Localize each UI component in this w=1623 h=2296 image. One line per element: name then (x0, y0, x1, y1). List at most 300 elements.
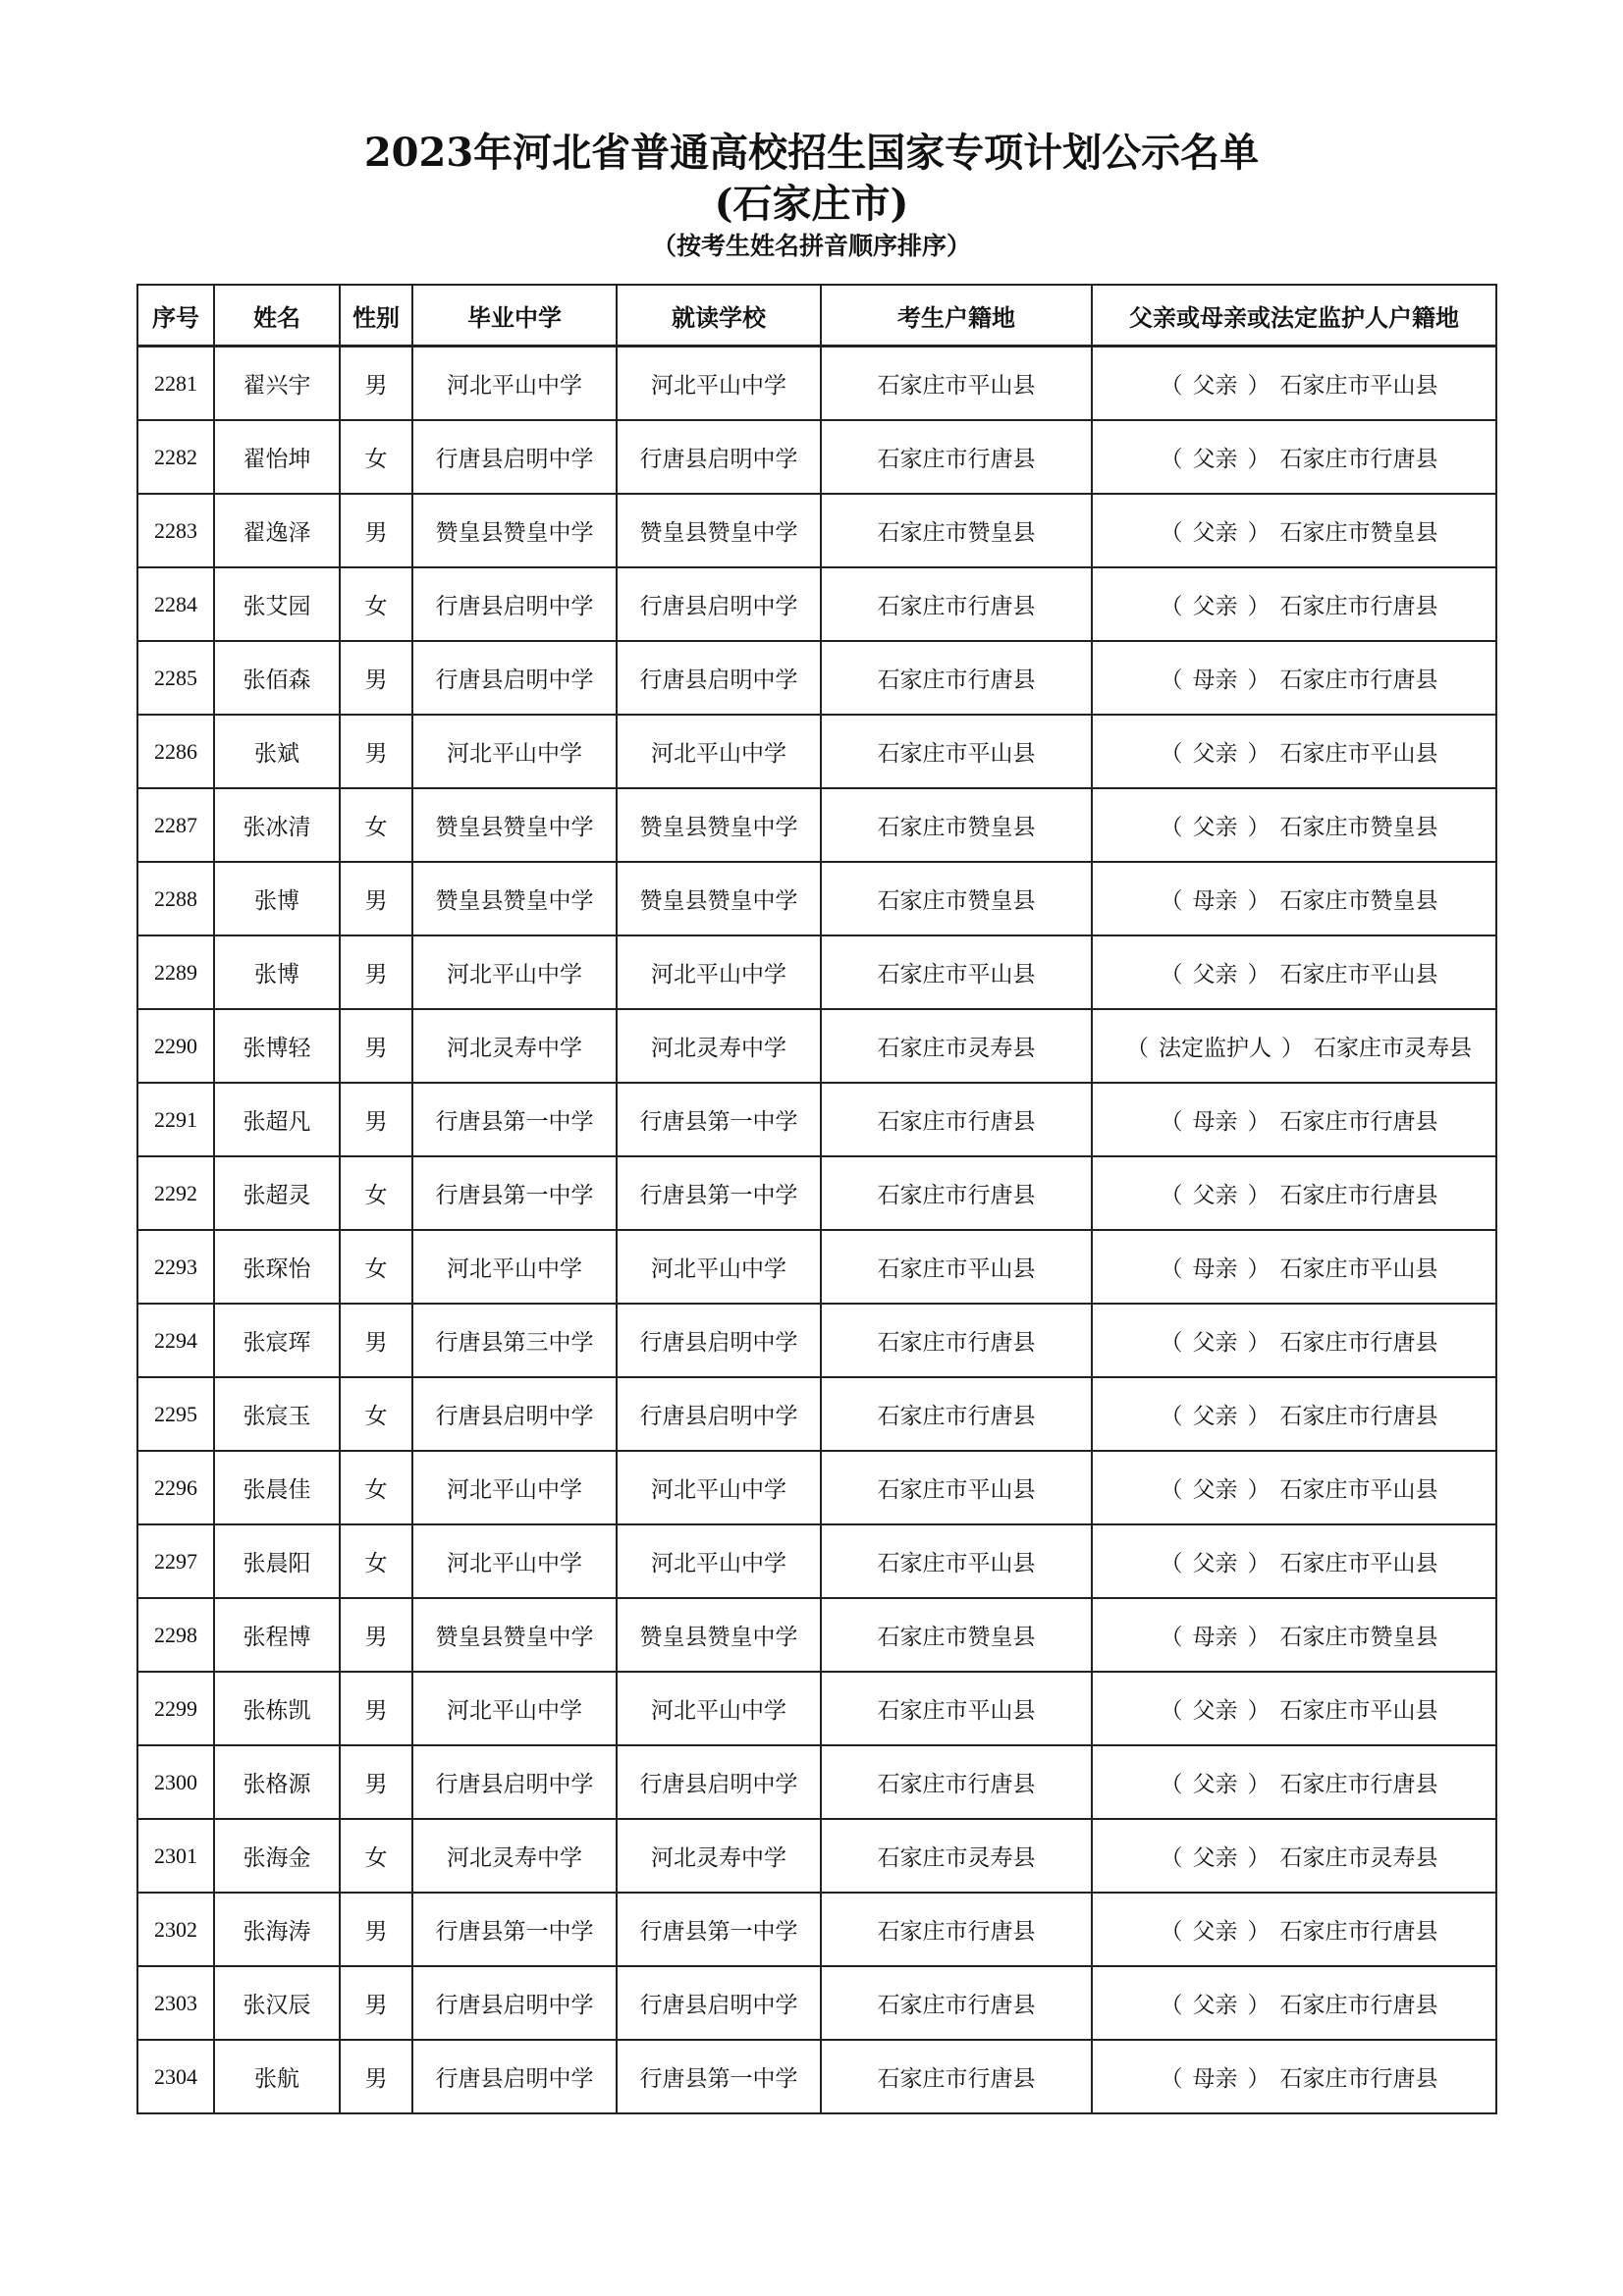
row-household: 石家庄市行唐县 (821, 1893, 1092, 1966)
row-name: 翟怡坤 (214, 420, 340, 494)
guardian-relation: 母亲 (1192, 888, 1238, 914)
row-sex: 男 (340, 1009, 412, 1083)
guardian-relation: 父亲 (1192, 1772, 1238, 1797)
row-grad-school: 行唐县启明中学 (412, 1377, 617, 1451)
row-name: 张格源 (214, 1745, 340, 1819)
table-row (137, 420, 1496, 494)
guardian-relation: 父亲 (1192, 1698, 1238, 1724)
row-seq: 2300 (137, 1745, 214, 1819)
guardian-relation: 母亲 (1192, 1109, 1238, 1135)
paren-close: ） (1247, 741, 1271, 767)
row-household: 石家庄市行唐县 (821, 2040, 1092, 2113)
row-grad-school: 赞皇县赞皇中学 (412, 862, 617, 935)
row-sex: 女 (340, 788, 412, 862)
guardian-relation: 母亲 (1192, 2066, 1238, 2092)
row-seq: 2287 (137, 788, 214, 862)
row-current-school: 赞皇县赞皇中学 (617, 788, 821, 862)
paren-close: ） (1247, 1477, 1271, 1503)
guardian-place: 石家庄市灵寿县 (1279, 1845, 1438, 1871)
row-grad-school: 赞皇县赞皇中学 (412, 494, 617, 567)
row-household: 石家庄市灵寿县 (821, 1819, 1092, 1893)
paren-close: ） (1247, 962, 1271, 988)
table-row (137, 641, 1496, 715)
row-current-school: 河北平山中学 (617, 1524, 821, 1598)
row-seq: 2286 (137, 715, 214, 788)
row-household: 石家庄市平山县 (821, 1524, 1092, 1598)
paren-open: （ (1160, 888, 1183, 914)
row-household: 石家庄市行唐县 (821, 1966, 1092, 2040)
paren-open: （ (1160, 1183, 1183, 1208)
row-sex: 男 (340, 641, 412, 715)
row-name: 张博轻 (214, 1009, 340, 1083)
row-household: 石家庄市赞皇县 (821, 862, 1092, 935)
sort-note: （按考生姓名拼音顺序排序） (651, 232, 971, 260)
paren-open: （ (1160, 1330, 1183, 1356)
row-current-school: 河北平山中学 (617, 1451, 821, 1524)
row-seq: 2281 (137, 347, 214, 421)
row-guardian-household (1092, 1966, 1496, 2040)
paren-close: ） (1247, 1919, 1271, 1945)
row-grad-school: 行唐县第一中学 (412, 1083, 617, 1156)
row-name: 张艾园 (214, 567, 340, 641)
paren-open: （ (1160, 1625, 1183, 1650)
guardian-place: 石家庄市平山县 (1279, 373, 1438, 399)
paren-open: （ (1160, 594, 1183, 619)
guardian-place: 石家庄市平山县 (1279, 1698, 1438, 1724)
guardian-place: 石家庄市行唐县 (1279, 1993, 1438, 2018)
row-household: 石家庄市平山县 (821, 935, 1092, 1009)
guardian-place: 石家庄市赞皇县 (1279, 520, 1438, 546)
table-row (137, 1451, 1496, 1524)
row-name: 张汉辰 (214, 1966, 340, 2040)
row-name: 张晨阳 (214, 1524, 340, 1598)
paren-close: ） (1247, 1698, 1271, 1724)
guardian-relation: 母亲 (1192, 1625, 1238, 1650)
table-row (137, 1377, 1496, 1451)
paren-open: （ (1160, 815, 1183, 840)
paren-open: （ (1160, 1551, 1183, 1576)
row-household: 石家庄市赞皇县 (821, 1598, 1092, 1672)
row-name: 张晨佳 (214, 1451, 340, 1524)
guardian-relation: 母亲 (1192, 667, 1238, 693)
row-sex: 男 (340, 1672, 412, 1745)
guardian-place: 石家庄市平山县 (1279, 741, 1438, 767)
page-title: 2023年河北省普通高校招生国家专项计划公示名单 (363, 130, 1260, 176)
row-sex: 男 (340, 1745, 412, 1819)
guardian-relation: 父亲 (1192, 1330, 1238, 1356)
row-name: 张冰清 (214, 788, 340, 862)
row-current-school: 行唐县第一中学 (617, 1893, 821, 1966)
guardian-relation: 母亲 (1192, 1256, 1238, 1282)
row-name: 张斌 (214, 715, 340, 788)
row-name: 翟兴宇 (214, 347, 340, 421)
guardian-relation: 父亲 (1192, 962, 1238, 988)
paren-close: ） (1247, 447, 1271, 472)
row-current-school: 行唐县第一中学 (617, 1083, 821, 1156)
paren-open: （ (1160, 1919, 1183, 1945)
guardian-relation: 父亲 (1192, 373, 1238, 399)
row-sex: 男 (340, 862, 412, 935)
row-sex: 男 (340, 1598, 412, 1672)
row-name: 张琛怡 (214, 1230, 340, 1304)
row-sex: 男 (340, 1083, 412, 1156)
row-sex: 女 (340, 1819, 412, 1893)
row-name: 张海金 (214, 1819, 340, 1893)
row-seq: 2291 (137, 1083, 214, 1156)
row-guardian-household (1092, 1304, 1496, 1377)
paren-open: （ (1126, 1036, 1149, 1061)
row-guardian-household (1092, 1083, 1496, 1156)
row-sex: 男 (340, 494, 412, 567)
header-current-school: 就读学校 (617, 285, 821, 347)
row-household: 石家庄市平山县 (821, 715, 1092, 788)
paren-close: ） (1247, 667, 1271, 693)
guardian-place: 石家庄市赞皇县 (1279, 1625, 1438, 1650)
row-seq: 2296 (137, 1451, 214, 1524)
paren-open: （ (1160, 1993, 1183, 2018)
guardian-relation: 父亲 (1192, 1993, 1238, 2018)
row-grad-school: 河北灵寿中学 (412, 1009, 617, 1083)
paren-open: （ (1160, 962, 1183, 988)
row-grad-school: 河北平山中学 (412, 1451, 617, 1524)
row-sex: 男 (340, 2040, 412, 2113)
row-guardian-household (1092, 715, 1496, 788)
row-sex: 女 (340, 420, 412, 494)
row-grad-school: 赞皇县赞皇中学 (412, 788, 617, 862)
row-name: 张宸玉 (214, 1377, 340, 1451)
paren-close: ） (1247, 1256, 1271, 1282)
row-current-school: 行唐县启明中学 (617, 1377, 821, 1451)
table-header-row (137, 285, 1496, 347)
row-name: 张栋凯 (214, 1672, 340, 1745)
row-guardian-household (1092, 420, 1496, 494)
paren-open: （ (1160, 1698, 1183, 1724)
row-seq: 2290 (137, 1009, 214, 1083)
row-seq: 2293 (137, 1230, 214, 1304)
row-guardian-household (1092, 788, 1496, 862)
row-guardian-household (1092, 1745, 1496, 1819)
table-row (137, 1156, 1496, 1230)
row-grad-school: 河北平山中学 (412, 347, 617, 421)
row-name: 张佰森 (214, 641, 340, 715)
guardian-relation: 父亲 (1192, 1919, 1238, 1945)
paren-open: （ (1160, 1845, 1183, 1871)
row-current-school: 河北灵寿中学 (617, 1819, 821, 1893)
row-seq: 2284 (137, 567, 214, 641)
header-household: 考生户籍地 (821, 285, 1092, 347)
paren-close: ） (1247, 1993, 1271, 2018)
row-guardian-household (1092, 1377, 1496, 1451)
row-guardian-household (1092, 641, 1496, 715)
row-guardian-household (1092, 1893, 1496, 1966)
guardian-place: 石家庄市行唐县 (1279, 1183, 1438, 1208)
paren-open: （ (1160, 1404, 1183, 1429)
row-seq: 2298 (137, 1598, 214, 1672)
row-guardian-household (1092, 1451, 1496, 1524)
row-current-school: 河北平山中学 (617, 1230, 821, 1304)
row-grad-school: 河北平山中学 (412, 715, 617, 788)
paren-close: ） (1247, 1404, 1271, 1429)
table-row (137, 1304, 1496, 1377)
table-row (137, 935, 1496, 1009)
row-guardian-household (1092, 1819, 1496, 1893)
guardian-place: 石家庄市行唐县 (1279, 594, 1438, 619)
row-grad-school: 行唐县启明中学 (412, 420, 617, 494)
row-current-school: 赞皇县赞皇中学 (617, 1598, 821, 1672)
row-name: 张宸珲 (214, 1304, 340, 1377)
row-sex: 女 (340, 1230, 412, 1304)
row-seq: 2299 (137, 1672, 214, 1745)
paren-open: （ (1160, 741, 1183, 767)
guardian-place: 石家庄市平山县 (1279, 1477, 1438, 1503)
guardian-relation: 父亲 (1192, 1183, 1238, 1208)
roster-table (136, 284, 1497, 2114)
guardian-relation: 父亲 (1192, 447, 1238, 472)
row-guardian-household (1092, 567, 1496, 641)
guardian-relation: 父亲 (1192, 594, 1238, 619)
row-household: 石家庄市平山县 (821, 1672, 1092, 1745)
row-household: 石家庄市行唐县 (821, 1156, 1092, 1230)
row-grad-school: 行唐县第一中学 (412, 1156, 617, 1230)
table-row (137, 1893, 1496, 1966)
table-row (137, 1009, 1496, 1083)
guardian-place: 石家庄市灵寿县 (1314, 1036, 1472, 1061)
row-name: 张超凡 (214, 1083, 340, 1156)
row-guardian-household (1092, 1672, 1496, 1745)
row-seq: 2304 (137, 2040, 214, 2113)
row-grad-school: 河北平山中学 (412, 935, 617, 1009)
table-row (137, 2040, 1496, 2113)
row-household: 石家庄市行唐县 (821, 641, 1092, 715)
row-household: 石家庄市行唐县 (821, 420, 1092, 494)
row-name: 翟逸泽 (214, 494, 340, 567)
header-name: 姓名 (214, 285, 340, 347)
row-current-school: 行唐县启明中学 (617, 420, 821, 494)
row-current-school: 河北平山中学 (617, 935, 821, 1009)
paren-close: ） (1281, 1036, 1304, 1061)
paren-open: （ (1160, 1109, 1183, 1135)
row-household: 石家庄市平山县 (821, 1230, 1092, 1304)
row-seq: 2295 (137, 1377, 214, 1451)
row-sex: 女 (340, 1524, 412, 1598)
row-guardian-household (1092, 1524, 1496, 1598)
row-seq: 2292 (137, 1156, 214, 1230)
row-seq: 2282 (137, 420, 214, 494)
guardian-relation: 父亲 (1192, 741, 1238, 767)
paren-open: （ (1160, 1256, 1183, 1282)
row-sex: 男 (340, 715, 412, 788)
row-household: 石家庄市赞皇县 (821, 788, 1092, 862)
guardian-place: 石家庄市行唐县 (1279, 1109, 1438, 1135)
row-sex: 女 (340, 567, 412, 641)
row-guardian-household (1092, 862, 1496, 935)
row-sex: 男 (340, 935, 412, 1009)
row-sex: 男 (340, 1893, 412, 1966)
table-row (137, 715, 1496, 788)
row-grad-school: 河北平山中学 (412, 1524, 617, 1598)
guardian-relation: 父亲 (1192, 815, 1238, 840)
paren-close: ） (1247, 373, 1271, 399)
table-row (137, 1672, 1496, 1745)
row-seq: 2301 (137, 1819, 214, 1893)
row-seq: 2303 (137, 1966, 214, 2040)
table-row (137, 862, 1496, 935)
row-guardian-household (1092, 935, 1496, 1009)
table-row (137, 788, 1496, 862)
guardian-relation: 父亲 (1192, 520, 1238, 546)
paren-open: （ (1160, 373, 1183, 399)
paren-close: ） (1247, 1330, 1271, 1356)
row-guardian-household (1092, 1156, 1496, 1230)
row-seq: 2283 (137, 494, 214, 567)
guardian-relation: 父亲 (1192, 1845, 1238, 1871)
row-name: 张博 (214, 935, 340, 1009)
row-guardian-household (1092, 2040, 1496, 2113)
table-row (137, 1598, 1496, 1672)
paren-close: ） (1247, 1772, 1271, 1797)
row-guardian-household (1092, 1009, 1496, 1083)
table-row (137, 1819, 1496, 1893)
row-household: 石家庄市行唐县 (821, 567, 1092, 641)
paren-open: （ (1160, 1477, 1183, 1503)
table-row (137, 1230, 1496, 1304)
row-grad-school: 行唐县启明中学 (412, 1745, 617, 1819)
table-row (137, 567, 1496, 641)
paren-open: （ (1160, 2066, 1183, 2092)
row-current-school: 河北平山中学 (617, 715, 821, 788)
row-grad-school: 赞皇县赞皇中学 (412, 1598, 617, 1672)
row-grad-school: 行唐县启明中学 (412, 567, 617, 641)
row-grad-school: 河北平山中学 (412, 1672, 617, 1745)
guardian-place: 石家庄市赞皇县 (1279, 815, 1438, 840)
row-sex: 男 (340, 1966, 412, 2040)
paren-close: ） (1247, 1109, 1271, 1135)
paren-close: ） (1247, 1551, 1271, 1576)
guardian-place: 石家庄市平山县 (1279, 962, 1438, 988)
row-current-school: 行唐县启明中学 (617, 567, 821, 641)
row-seq: 2285 (137, 641, 214, 715)
table-row (137, 494, 1496, 567)
row-guardian-household (1092, 1230, 1496, 1304)
header-guardian-household: 父亲或母亲或法定监护人户籍地 (1092, 285, 1496, 347)
paren-close: ） (1247, 1625, 1271, 1650)
paren-close: ） (1247, 1183, 1271, 1208)
row-name: 张博 (214, 862, 340, 935)
guardian-relation: 父亲 (1192, 1477, 1238, 1503)
row-household: 石家庄市行唐县 (821, 1083, 1092, 1156)
table-row (137, 1524, 1496, 1598)
row-guardian-household (1092, 1598, 1496, 1672)
row-grad-school: 河北灵寿中学 (412, 1819, 617, 1893)
paren-close: ） (1247, 888, 1271, 914)
paren-close: ） (1247, 594, 1271, 619)
guardian-place: 石家庄市行唐县 (1279, 1772, 1438, 1797)
row-seq: 2289 (137, 935, 214, 1009)
row-grad-school: 行唐县启明中学 (412, 2040, 617, 2113)
row-current-school: 行唐县启明中学 (617, 1304, 821, 1377)
row-name: 张超灵 (214, 1156, 340, 1230)
row-sex: 女 (340, 1377, 412, 1451)
guardian-place: 石家庄市行唐县 (1279, 1404, 1438, 1429)
row-sex: 女 (340, 1451, 412, 1524)
row-name: 张航 (214, 2040, 340, 2113)
guardian-place: 石家庄市行唐县 (1279, 1919, 1438, 1945)
row-current-school: 行唐县启明中学 (617, 1745, 821, 1819)
row-current-school: 行唐县启明中学 (617, 641, 821, 715)
row-current-school: 河北平山中学 (617, 347, 821, 421)
guardian-place: 石家庄市行唐县 (1279, 667, 1438, 693)
row-sex: 男 (340, 347, 412, 421)
row-current-school: 行唐县启明中学 (617, 1966, 821, 2040)
paren-close: ） (1247, 815, 1271, 840)
row-current-school: 行唐县第一中学 (617, 2040, 821, 2113)
guardian-place: 石家庄市平山县 (1279, 1256, 1438, 1282)
city-subtitle: (石家庄市) (714, 181, 909, 227)
guardian-relation: 父亲 (1192, 1404, 1238, 1429)
row-name: 张程博 (214, 1598, 340, 1672)
row-household: 石家庄市平山县 (821, 1451, 1092, 1524)
row-seq: 2288 (137, 862, 214, 935)
header-sex: 性别 (340, 285, 412, 347)
row-current-school: 河北平山中学 (617, 1672, 821, 1745)
guardian-place: 石家庄市行唐县 (1279, 2066, 1438, 2092)
paren-open: （ (1160, 520, 1183, 546)
row-household: 石家庄市平山县 (821, 347, 1092, 421)
row-household: 石家庄市赞皇县 (821, 494, 1092, 567)
row-sex: 女 (340, 1156, 412, 1230)
header-seq: 序号 (137, 285, 214, 347)
row-grad-school: 行唐县启明中学 (412, 1966, 617, 2040)
guardian-place: 石家庄市平山县 (1279, 1551, 1438, 1576)
paren-open: （ (1160, 667, 1183, 693)
row-name: 张海涛 (214, 1893, 340, 1966)
paren-close: ） (1247, 1845, 1271, 1871)
paren-close: ） (1247, 2066, 1271, 2092)
row-seq: 2294 (137, 1304, 214, 1377)
paren-close: ） (1247, 520, 1271, 546)
row-current-school: 河北灵寿中学 (617, 1009, 821, 1083)
guardian-place: 石家庄市赞皇县 (1279, 888, 1438, 914)
table-row (137, 1083, 1496, 1156)
table-body (137, 347, 1496, 2114)
row-guardian-household (1092, 347, 1496, 421)
row-seq: 2302 (137, 1893, 214, 1966)
paren-open: （ (1160, 1772, 1183, 1797)
row-current-school: 行唐县第一中学 (617, 1156, 821, 1230)
row-grad-school: 行唐县启明中学 (412, 641, 617, 715)
row-sex: 男 (340, 1304, 412, 1377)
row-seq: 2297 (137, 1524, 214, 1598)
row-guardian-household (1092, 494, 1496, 567)
row-grad-school: 行唐县第三中学 (412, 1304, 617, 1377)
table-row (137, 347, 1496, 421)
guardian-relation: 法定监护人 (1159, 1036, 1271, 1061)
guardian-place: 石家庄市行唐县 (1279, 1330, 1438, 1356)
paren-open: （ (1160, 447, 1183, 472)
row-household: 石家庄市行唐县 (821, 1304, 1092, 1377)
row-grad-school: 行唐县第一中学 (412, 1893, 617, 1966)
row-current-school: 赞皇县赞皇中学 (617, 862, 821, 935)
table-row (137, 1966, 1496, 2040)
row-household: 石家庄市行唐县 (821, 1745, 1092, 1819)
row-household: 石家庄市行唐县 (821, 1377, 1092, 1451)
row-current-school: 赞皇县赞皇中学 (617, 494, 821, 567)
guardian-place: 石家庄市行唐县 (1279, 447, 1438, 472)
guardian-relation: 父亲 (1192, 1551, 1238, 1576)
row-grad-school: 河北平山中学 (412, 1230, 617, 1304)
table-row (137, 1745, 1496, 1819)
header-grad-school: 毕业中学 (412, 285, 617, 347)
